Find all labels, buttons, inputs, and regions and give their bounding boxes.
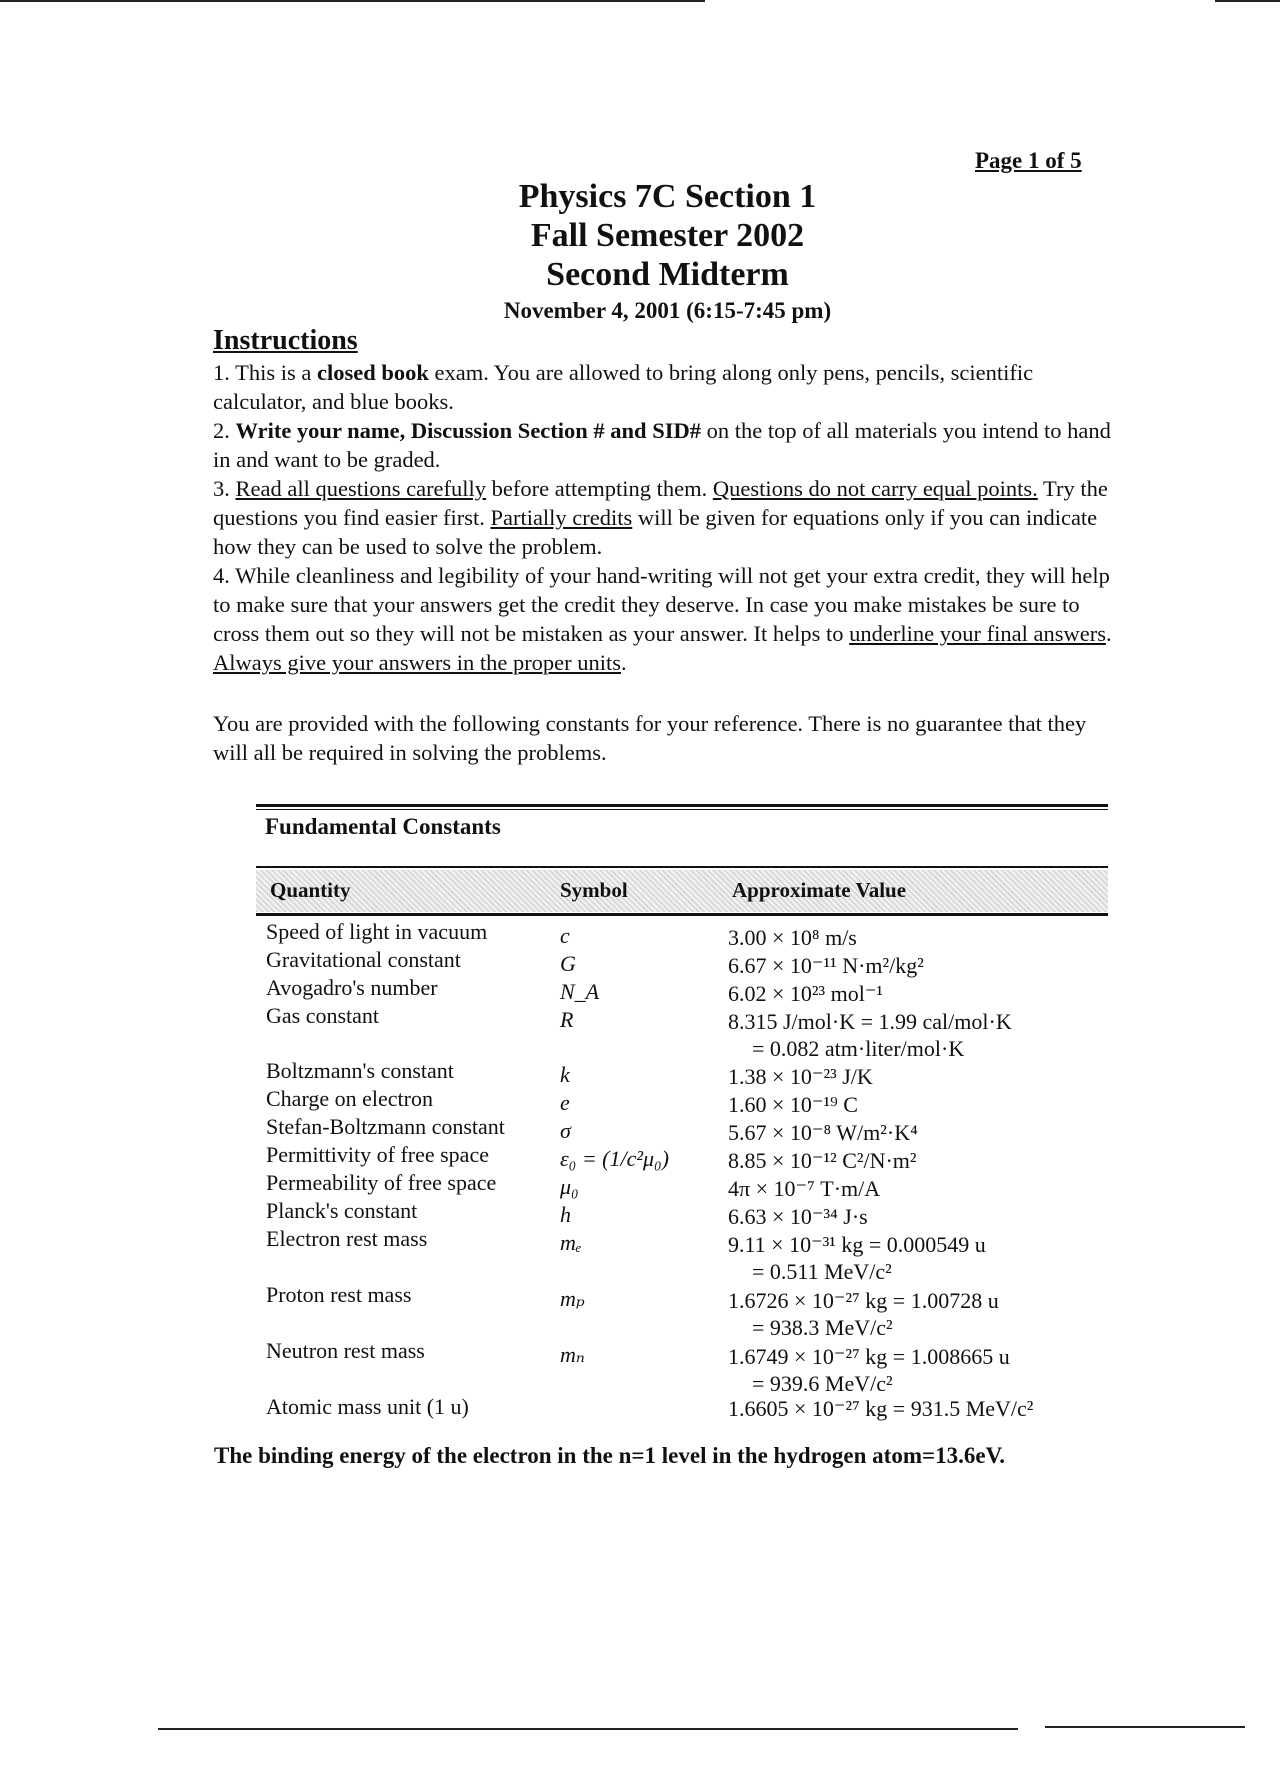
instruction-1 [213, 358, 1113, 416]
exam-date: November 4, 2001 (6:15-7:45 pm) [503, 298, 832, 323]
instruction-4-underlined-2: Always give your answers in the proper units [213, 650, 622, 675]
instruction-1-bold: closed book [316, 360, 429, 385]
column-header-quantity: Quantity [270, 878, 351, 902]
instruction-4-underlined-1: underline your final answers [849, 621, 1106, 646]
table-cell-quantity: Permittivity of free space [266, 1142, 489, 1167]
instruction-2-text: on the top of all materials you intend to hand in and want to be graded. [213, 418, 1111, 472]
table-cell-quantity: Speed of light in vacuum [266, 919, 488, 944]
instruction-2 [213, 416, 1113, 474]
table-cell-quantity: Planck's constant [266, 1198, 418, 1223]
bottom-edge-rule-right [1045, 1726, 1245, 1728]
table-cell-value: 1.6726 × 10⁻²⁷ kg = 1.00728 u [728, 1288, 999, 1313]
table-cell-symbol: G [560, 951, 576, 976]
instruction-3-number: 3. [213, 476, 236, 501]
table-cell-quantity: Proton rest mass [266, 1282, 412, 1307]
instruction-3-text-3: will be given for equations only if you can indicate how they can be used to solve the problem. [213, 505, 1098, 559]
column-header-symbol: Symbol [560, 878, 628, 902]
instruction-2-bold: Write your name, Discussion Section # and SID# [235, 418, 701, 443]
table-cell-value: 8.315 J/mol·K = 1.99 cal/mol·K [728, 1009, 1012, 1034]
table-cell-quantity: Gravitational constant [266, 947, 461, 972]
table-cell-value-continued: = 938.3 MeV/c² [752, 1315, 893, 1340]
column-header-value: Approximate Value [732, 878, 907, 902]
instruction-1-text: 1. This is a [213, 360, 317, 385]
table-cell-quantity: Neutron rest mass [266, 1338, 425, 1363]
table-cell-symbol: mₚ [560, 1286, 585, 1311]
table-cell-quantity: Atomic mass unit (1 u) [266, 1394, 469, 1419]
instruction-3-underlined-2: Questions do not carry equal points. [712, 476, 1038, 501]
instruction-3-underlined-3: Partially credits [490, 505, 633, 530]
semester-title: Fall Semester 2002 [530, 217, 805, 254]
table-cell-value: 6.67 × 10⁻¹¹ N·m²/kg² [728, 953, 924, 978]
instruction-3-underlined-1: Read all questions carefully [235, 476, 487, 501]
table-cell-symbol: ε₀ = (1/c²μ₀) [560, 1146, 669, 1171]
table-header-band [256, 870, 1108, 912]
bottom-edge-rule [158, 1728, 1018, 1730]
course-title: Physics 7C Section 1 [518, 178, 817, 215]
table-cell-value: 8.85 × 10⁻¹² C²/N·m² [728, 1148, 917, 1173]
table-cell-value: 3.00 × 10⁸ m/s [728, 925, 857, 950]
top-edge-rule-right [1215, 0, 1280, 2]
exam-title: Second Midterm [546, 256, 789, 293]
instruction-3-text-1: before attempting them. [486, 476, 713, 501]
instruction-4-text-1: 4. While cleanliness and legibility of your hand-writing will not get your extra credit, they will help to make sure that your answers get the credit they deserve. In case you make mistakes be sure to cross them out so they will not be mistaken as your answer. It helps to [213, 563, 1110, 646]
table-header-bottom-rule [256, 913, 1108, 916]
table-heading: Fundamental Constants [265, 814, 501, 839]
table-cell-quantity: Stefan-Boltzmann constant [266, 1114, 505, 1139]
table-header-top-rule [256, 866, 1108, 868]
table-cell-quantity: Electron rest mass [266, 1226, 428, 1251]
table-cell-symbol: e [560, 1090, 570, 1115]
table-cell-value-continued: = 939.6 MeV/c² [752, 1371, 893, 1396]
reference-note: You are provided with the following constants for your reference. There is no guarantee that they will all be required in solving the problems. [213, 711, 1087, 765]
table-cell-quantity: Boltzmann's constant [266, 1058, 454, 1083]
table-cell-quantity: Gas constant [266, 1003, 380, 1028]
instructions-heading: Instructions [213, 325, 358, 356]
table-cell-symbol: mₙ [560, 1342, 585, 1367]
table-cell-value: 5.67 × 10⁻⁸ W/m²·K⁴ [728, 1120, 918, 1145]
instruction-4-text-2: . [1105, 621, 1112, 646]
binding-energy-note: The binding energy of the electron in the n=1 level in the hydrogen atom=13.6eV. [214, 1443, 1005, 1468]
table-cell-quantity: Permeability of free space [266, 1170, 497, 1195]
table-cell-symbol: mₑ [560, 1230, 582, 1255]
table-cell-value: 1.6749 × 10⁻²⁷ kg = 1.008665 u [728, 1344, 1010, 1369]
table-cell-value: 1.6605 × 10⁻²⁷ kg = 931.5 MeV/c² [728, 1396, 1034, 1421]
table-cell-symbol: σ [560, 1118, 571, 1143]
top-edge-rule [0, 0, 705, 2]
table-cell-value: 6.63 × 10⁻³⁴ J·s [728, 1204, 868, 1229]
table-cell-value: 1.60 × 10⁻¹⁹ C [728, 1092, 858, 1117]
table-cell-symbol: k [560, 1062, 570, 1087]
page-number: Page 1 of 5 [975, 148, 1082, 173]
table-cell-symbol: c [560, 923, 570, 948]
table-cell-symbol: h [560, 1202, 571, 1227]
table-cell-symbol: μ₀ [560, 1174, 579, 1199]
table-cell-value: 6.02 × 10²³ mol⁻¹ [728, 981, 884, 1006]
table-cell-value: 4π × 10⁻⁷ T·m/A [728, 1176, 881, 1201]
table-cell-value-continued: = 0.082 atm·liter/mol·K [752, 1036, 965, 1061]
table-cell-value-continued: = 0.511 MeV/c² [752, 1259, 892, 1284]
table-cell-value: 9.11 × 10⁻³¹ kg = 0.000549 u [728, 1232, 986, 1257]
table-cell-symbol: N_A [560, 979, 600, 1004]
table-top-rule-2 [256, 809, 1108, 810]
instruction-4 [213, 561, 1113, 677]
table-cell-quantity: Charge on electron [266, 1086, 433, 1111]
table-top-rule [256, 804, 1108, 807]
table-cell-quantity: Avogadro's number [266, 975, 438, 1000]
instruction-3-text-2: Try the questions you find easier first. [213, 476, 1108, 530]
instruction-2-number: 2. [213, 418, 236, 443]
table-cell-symbol: R [560, 1007, 574, 1032]
instruction-4-text-3: . [621, 650, 627, 675]
instruction-3 [213, 474, 1113, 561]
table-cell-value: 1.38 × 10⁻²³ J/K [728, 1064, 873, 1089]
instruction-1-text-end: exam. You are allowed to bring along only pens, pencils, scientific calculator, and blue books. [213, 360, 1034, 414]
